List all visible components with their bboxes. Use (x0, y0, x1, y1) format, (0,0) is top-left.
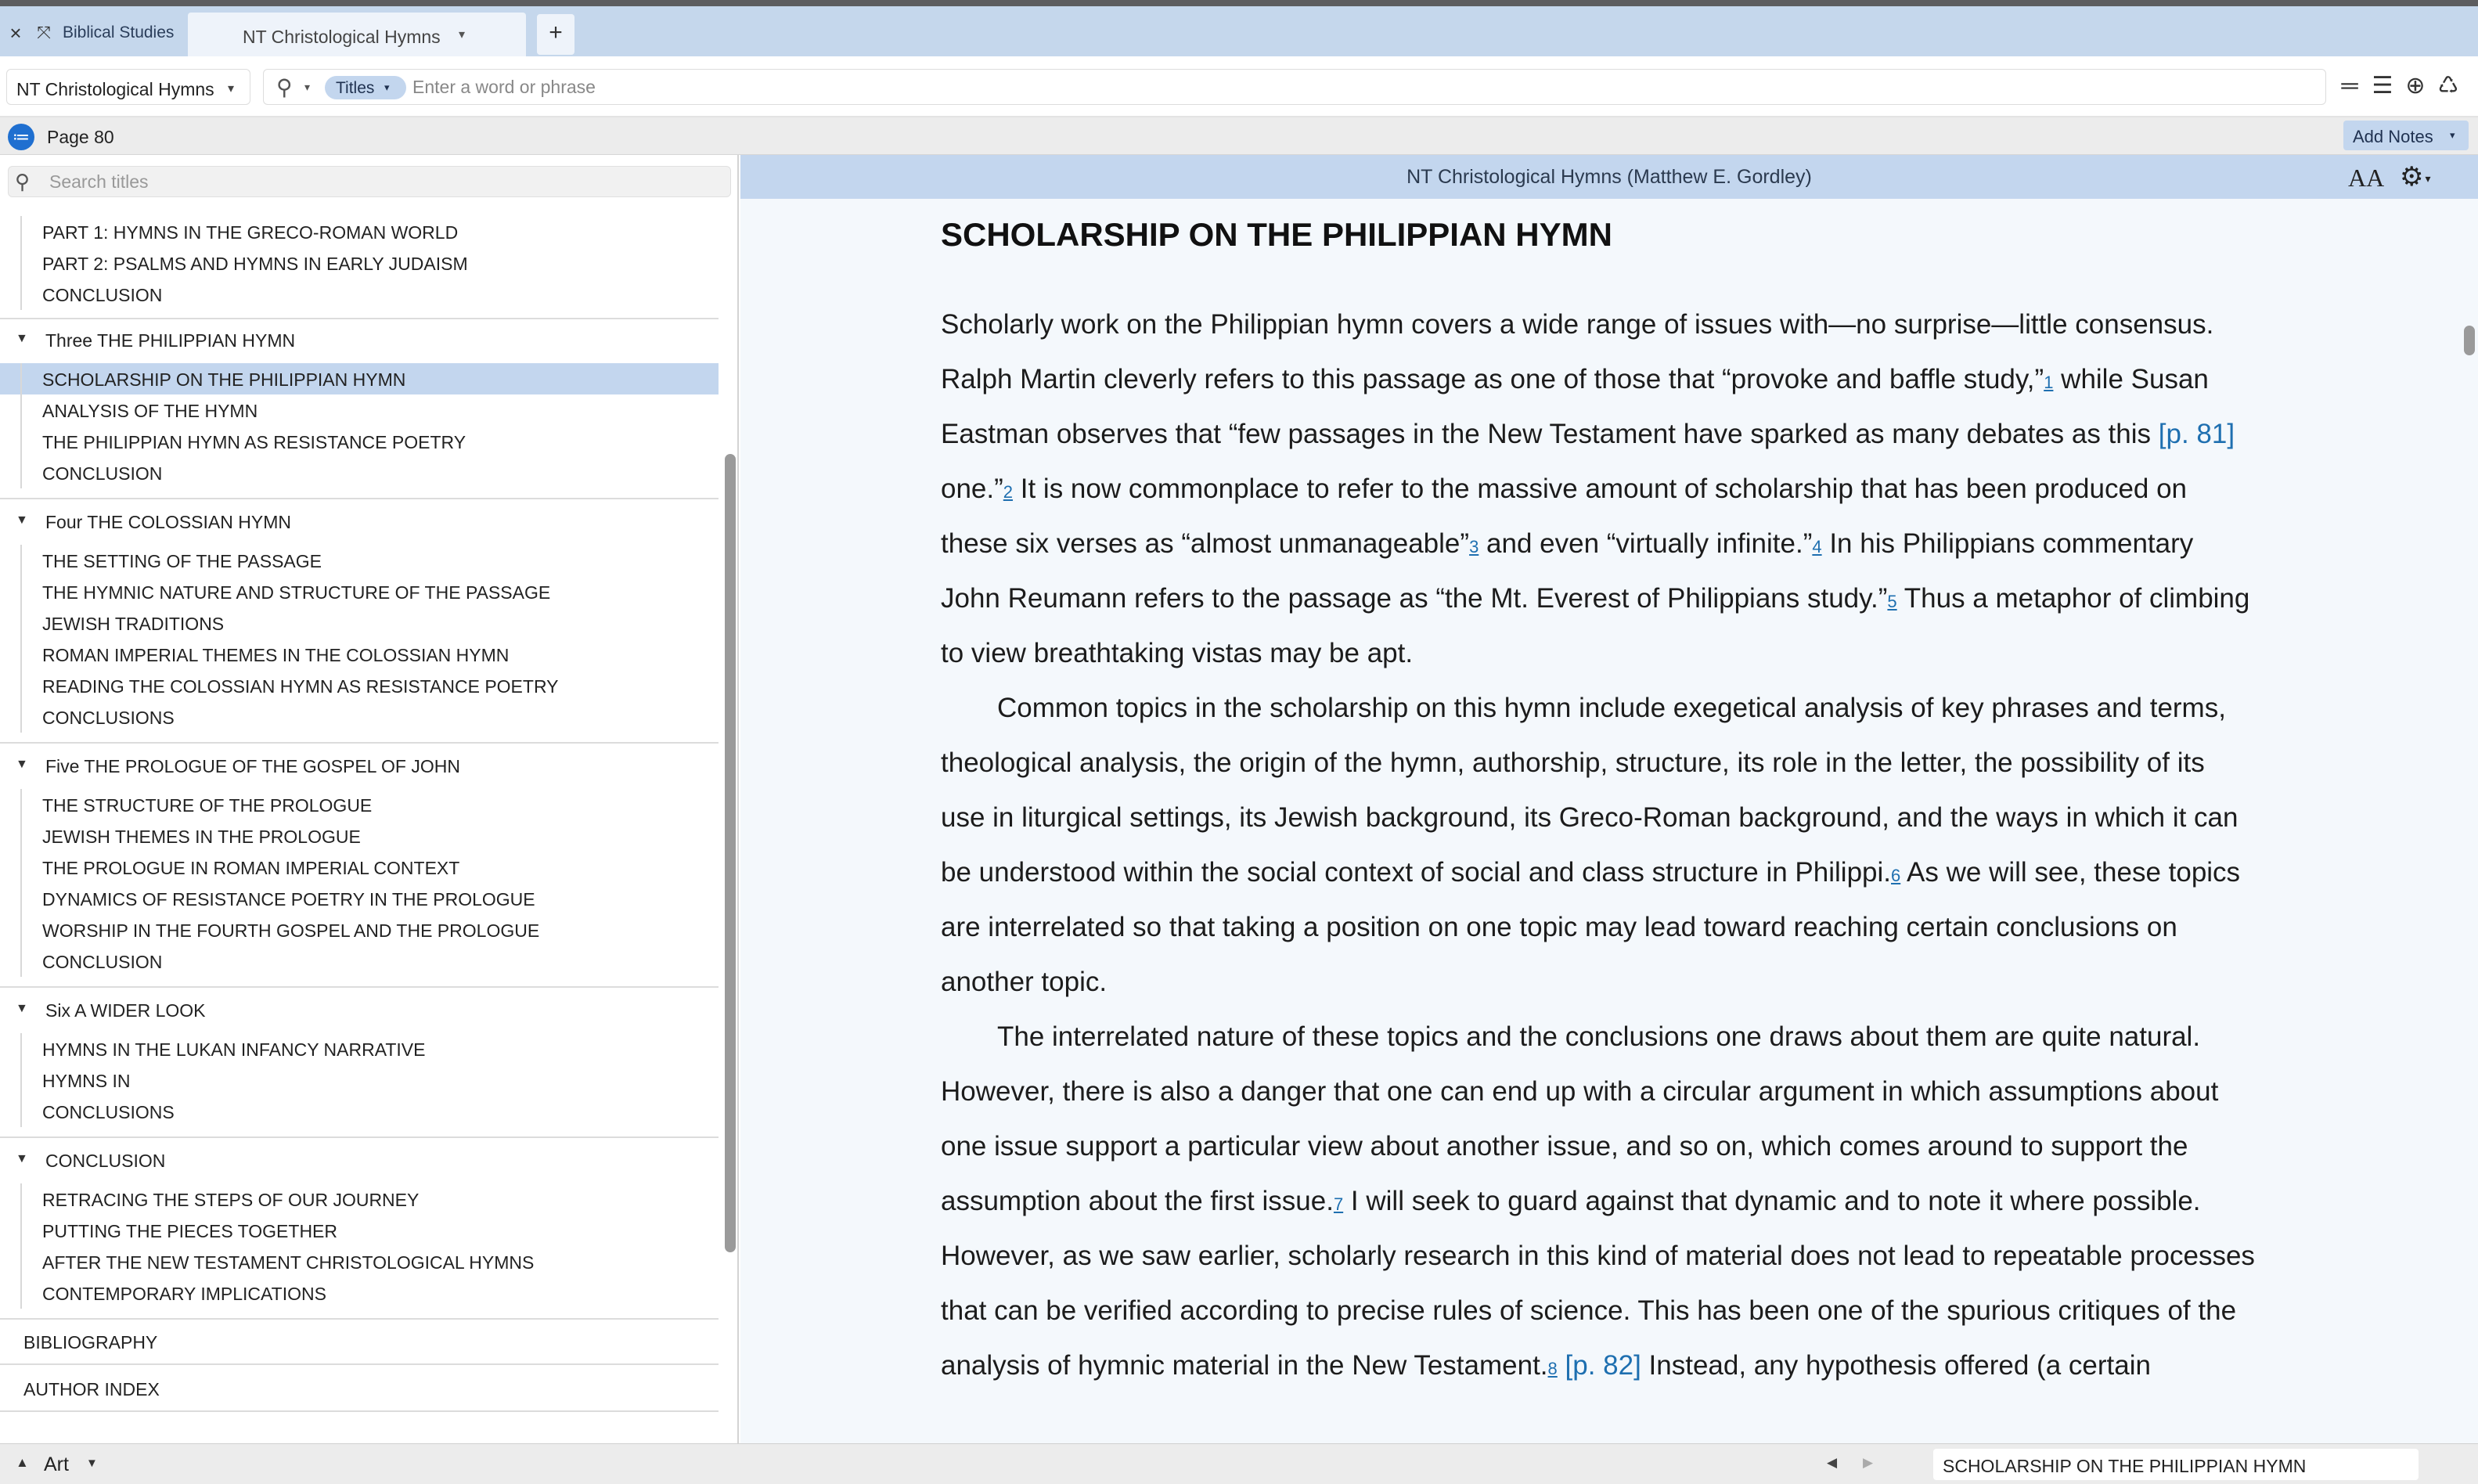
toc-item-label: CONCLUSION (42, 463, 163, 484)
text-span: while Susan Eastman observes that “few passages in the New Testament have sparked as many debates as this (941, 364, 2209, 449)
search-icon[interactable]: ⚲ (276, 75, 293, 99)
footnote-link[interactable]: 6 (1891, 866, 1901, 885)
tab-nt-christological-hymns[interactable] (188, 13, 526, 56)
chevron-down-icon: ▾ (384, 81, 390, 93)
title-search-input[interactable] (49, 170, 722, 193)
toc-section-5[interactable] (0, 1144, 719, 1176)
toc-item[interactable] (0, 1096, 719, 1127)
paragraph-2 (941, 681, 2256, 1010)
toc-item[interactable] (0, 852, 719, 883)
disclosure-triangle-icon[interactable]: ▼ (16, 332, 28, 345)
text-span: In his Philippians commentary John Reumann refers to the passage as “the Mt. Everest of Philippians study.” (941, 528, 2194, 614)
text-span: Scholarly work on the Philippian hymn covers a wide range of issues with—no surprise—little consensus. Ralph Martin cleverly refers to this passage as one of those that “provoke and baffle study,” (941, 309, 2214, 394)
add-notes-label: Add Notes (2353, 127, 2433, 146)
chevron-down-icon[interactable]: ▼ (86, 1457, 98, 1470)
toc-sidebar (0, 155, 739, 1443)
toc-item-label: THE STRUCTURE OF THE PROLOGUE (42, 795, 373, 816)
text-span: one.” (941, 474, 1003, 504)
toc-item-label: THE PHILIPPIAN HYMN AS RESISTANCE POETRY (42, 432, 466, 452)
disclosure-triangle-icon[interactable]: ▼ (16, 758, 28, 771)
toc-item-bibliography[interactable] (0, 1326, 719, 1357)
disclosure-triangle-icon[interactable]: ▼ (16, 1152, 28, 1165)
toc-item-label: HYMNS IN THE LUKAN INFANCY NARRATIVE (42, 1039, 426, 1060)
tab-title: NT Christological Hymns (243, 27, 441, 47)
settings-button[interactable] (2400, 161, 2447, 193)
toc-group-line (20, 789, 22, 977)
status-bar (0, 1443, 2478, 1484)
toc-item[interactable] (0, 279, 719, 310)
toc-section-title: Three THE PHILIPPIAN HYMN (45, 330, 296, 351)
window-top-strip (0, 0, 2478, 6)
search-scope-selector[interactable] (325, 76, 406, 99)
toc-item[interactable] (0, 545, 719, 576)
toc-item[interactable] (0, 701, 719, 733)
resource-toolbar (0, 56, 2478, 117)
toc-item-label: PART 2: PSALMS AND HYMNS IN EARLY JUDAISM (42, 254, 468, 274)
toc-item[interactable] (0, 457, 719, 488)
chevron-down-icon[interactable]: ▾ (459, 28, 466, 41)
disclosure-triangle-icon[interactable]: ▼ (16, 1002, 28, 1015)
gear-icon: ⚙ (2400, 162, 2424, 192)
next-arrow-icon[interactable]: ▶ (1863, 1455, 1874, 1470)
book-title: NT Christological Hymns (Matthew E. Gordley) (1406, 166, 1812, 188)
page-marker-link[interactable]: [p. 82] (1565, 1350, 1641, 1381)
view-selector[interactable]: Art (44, 1453, 69, 1475)
toc-item[interactable] (0, 1033, 719, 1064)
toc-item[interactable] (0, 639, 719, 670)
toc-item-label: JEWISH TRADITIONS (42, 614, 225, 634)
toc-item[interactable] (0, 670, 719, 701)
toc-divider (0, 1136, 719, 1138)
chevron-down-icon: ▾ (2425, 172, 2431, 186)
resource-dropdown-label: NT Christological Hymns (16, 79, 214, 99)
toc-section-1[interactable] (0, 324, 719, 355)
toc-item-label: PART 1: HYMNS IN THE GRECO-ROMAN WORLD (42, 222, 459, 243)
toc-item-label: ROMAN IMPERIAL THEMES IN THE COLOSSIAN HYMN (42, 645, 510, 665)
toc-item-label: PUTTING THE PIECES TOGETHER (42, 1221, 338, 1241)
toc-item-label: RETRACING THE STEPS OF OUR JOURNEY (42, 1190, 420, 1210)
chevron-up-icon[interactable]: ▲ (16, 1455, 29, 1470)
text-span: Common topics in the scholarship on this hymn include exegetical analysis of key phrases and terms, theological analysis, the origin of the hymn, authorship, structure, its role in the letter, the possibility of its use in liturgical settings, its Jewish background, its Greco-Roman background, and the ways in which it can be understood within the social context of social and class structure in Philippi. (941, 693, 2238, 888)
content-header (740, 155, 2478, 199)
toc-item-label: CONCLUSION (42, 285, 163, 305)
text-span (1558, 1350, 1565, 1381)
toc-item[interactable] (0, 247, 719, 279)
toc-item[interactable] (0, 426, 719, 457)
sidebar-scrollbar[interactable] (722, 155, 737, 1443)
reading-pane (740, 155, 2478, 1443)
toc-divider (0, 1410, 719, 1412)
disclosure-triangle-icon[interactable]: ▼ (16, 513, 28, 527)
toc-item-author-index[interactable] (0, 1373, 719, 1404)
add-circle-icon[interactable]: ⊕ (2405, 73, 2426, 99)
toc-item[interactable] (0, 1064, 719, 1096)
toc-section-title: Four THE COLOSSIAN HYMN (45, 512, 291, 532)
text-span: Thus a metaphor of climbing to view breathtaking vistas may be apt. (941, 583, 2250, 668)
search-scope-label: Titles (336, 79, 375, 97)
content-scroll-thumb[interactable] (2464, 326, 2475, 355)
toc-item[interactable] (0, 394, 719, 426)
toc-item-label: THE PROLOGUE IN ROMAN IMPERIAL CONTEXT (42, 858, 460, 878)
toc-section-title: Six A WIDER LOOK (45, 1000, 206, 1021)
article-body (941, 216, 2256, 1393)
toc-divider (0, 318, 719, 319)
close-icon[interactable]: × (9, 21, 22, 45)
chevron-down-icon: ▾ (2450, 129, 2455, 141)
footnote-link[interactable]: 2 (1003, 482, 1014, 502)
footnote-link[interactable]: 1 (2044, 373, 2054, 392)
toc-section-4[interactable] (0, 994, 719, 1025)
location-field[interactable] (1933, 1449, 2419, 1480)
text-span: I will seek to guard against that dynamic and to note it where possible. However, as we saw earlier, scholarly research in this kind of material does not lead to repeatable processes that can be verified according to precise rules of science. This has been one of the spurious critiques of the analysis of hymnic material in the New Testament. (941, 1186, 2255, 1381)
toc-item-label: ANALYSIS OF THE HYMN (42, 401, 258, 421)
sidebar-scroll-thumb[interactable] (725, 454, 736, 1252)
toc-item-label: CONCLUSIONS (42, 1102, 175, 1122)
toc-item-label: WORSHIP IN THE FOURTH GOSPEL AND THE PROLOGUE (42, 920, 540, 941)
search-bar (263, 69, 2326, 105)
text-span: and even “virtually infinite.” (1479, 528, 1813, 559)
toc-item[interactable] (0, 1277, 719, 1309)
toc-item[interactable] (0, 820, 719, 852)
section-heading: SCHOLARSHIP ON THE PHILIPPIAN HYMN (941, 216, 1612, 253)
toc-group-line (20, 545, 22, 733)
table-of-contents-button[interactable]: ≔ (8, 124, 34, 150)
toc-divider (0, 742, 719, 744)
toc-item-label: CONTEMPORARY IMPLICATIONS (42, 1284, 326, 1304)
paragraph-1 (941, 297, 2256, 681)
text-span: The interrelated nature of these topics and the conclusions one draws about them are quite natural. However, there is also a danger that one can end up with a circular argument in which assumptions about one issue support a particular view about another issue, and so on, which comes around to support the assumption about the first issue. (941, 1021, 2219, 1216)
toc-item[interactable] (0, 363, 719, 394)
tab-bar (0, 6, 2478, 56)
toc-group-line (20, 216, 22, 310)
toc-item[interactable] (0, 914, 719, 946)
toc-item-label: THE SETTING OF THE PASSAGE (42, 551, 322, 571)
single-pane-icon[interactable]: ═ (2341, 73, 2358, 99)
toc-section-title: Five THE PROLOGUE OF THE GOSPEL OF JOHN (45, 756, 460, 776)
toc-item-label: CONCLUSIONS (42, 708, 175, 728)
page-marker-link[interactable]: [p. 81] (2158, 419, 2235, 449)
previous-arrow-icon[interactable]: ◀ (1827, 1455, 1838, 1470)
toc-item[interactable] (0, 1183, 719, 1215)
footnote-link[interactable]: 7 (1333, 1194, 1344, 1214)
paragraph-3 (941, 1010, 2256, 1393)
toc-item[interactable] (0, 946, 719, 977)
toc-section-2[interactable] (0, 506, 719, 537)
location-label: SCHOLARSHIP ON THE PHILIPPIAN HYMN (1943, 1456, 2307, 1476)
footnote-link[interactable]: 5 (1887, 592, 1897, 611)
toc-item-label: DYNAMICS OF RESISTANCE POETRY IN THE PROLOGUE (42, 889, 535, 909)
toc-divider (0, 498, 719, 499)
toc-group-line (20, 1033, 22, 1127)
move-arrows-icon[interactable]: ⤧ (37, 23, 51, 42)
toc-item-label: THE HYMNIC NATURE AND STRUCTURE OF THE PASSAGE (42, 582, 551, 603)
search-input[interactable] (412, 74, 2291, 99)
page-indicator: Page 80 (47, 127, 114, 147)
toc-item-label: AUTHOR INDEX (23, 1379, 160, 1399)
toc-item-label: READING THE COLOSSIAN HYMN AS RESISTANCE POETRY (42, 676, 559, 697)
toc-group-line (20, 1183, 22, 1309)
toc-section-title: CONCLUSION (45, 1151, 166, 1171)
toc-item[interactable] (0, 883, 719, 914)
toc-divider (0, 986, 719, 988)
text-span: It is now commonplace to refer to the massive amount of scholarship that has been produced on these six verses as “almost unmanageable” (941, 474, 2188, 559)
toc-item[interactable] (0, 576, 719, 607)
list-icon[interactable]: ☰ (2372, 73, 2393, 99)
tab-group-label[interactable]: Biblical Studies (63, 23, 175, 41)
recycle-icon[interactable]: ♺ (2437, 73, 2459, 99)
toc-item-label: HYMNS IN (42, 1071, 131, 1091)
text-span: Instead, any hypothesis offered (a certain (1641, 1350, 2151, 1381)
text-span: As we will see, these topics are interrelated so that taking a position on one topic may lead toward reaching certain conclusions on another topic. (941, 857, 2241, 997)
chevron-down-icon: ▾ (228, 82, 235, 95)
toc-item-label: JEWISH THEMES IN THE PROLOGUE (42, 827, 361, 847)
search-icon: ⚲ (15, 170, 31, 193)
footnote-link[interactable]: 3 (1469, 537, 1479, 556)
toc-item[interactable] (0, 1215, 719, 1246)
chevron-down-icon[interactable]: ▾ (304, 81, 311, 93)
footnote-link[interactable]: 4 (1812, 537, 1822, 556)
toc-divider (0, 1363, 719, 1365)
toolbar-icon-group (2336, 70, 2476, 102)
add-tab-button[interactable]: + (537, 14, 574, 55)
add-notes-button[interactable] (2343, 121, 2469, 150)
toc-item[interactable] (0, 216, 719, 247)
toc-group-line (20, 363, 22, 488)
toc-divider (0, 1318, 719, 1320)
footnote-link[interactable]: 8 (1547, 1359, 1558, 1378)
resource-dropdown[interactable] (6, 69, 250, 105)
toc-item-label: BIBLIOGRAPHY (23, 1332, 158, 1353)
font-size-button[interactable]: AA (2348, 164, 2385, 192)
toc-item-label: AFTER THE NEW TESTAMENT CHRISTOLOGICAL HYMNS (42, 1252, 535, 1273)
toc-item[interactable] (0, 1246, 719, 1277)
toc-item[interactable] (0, 607, 719, 639)
toc-item[interactable] (0, 789, 719, 820)
title-search-box[interactable] (8, 166, 731, 197)
toc-item-label: CONCLUSION (42, 952, 163, 972)
toc-item-label: SCHOLARSHIP ON THE PHILIPPIAN HYMN (42, 369, 406, 390)
info-bar (0, 117, 2478, 155)
toc-section-3[interactable] (0, 750, 719, 781)
